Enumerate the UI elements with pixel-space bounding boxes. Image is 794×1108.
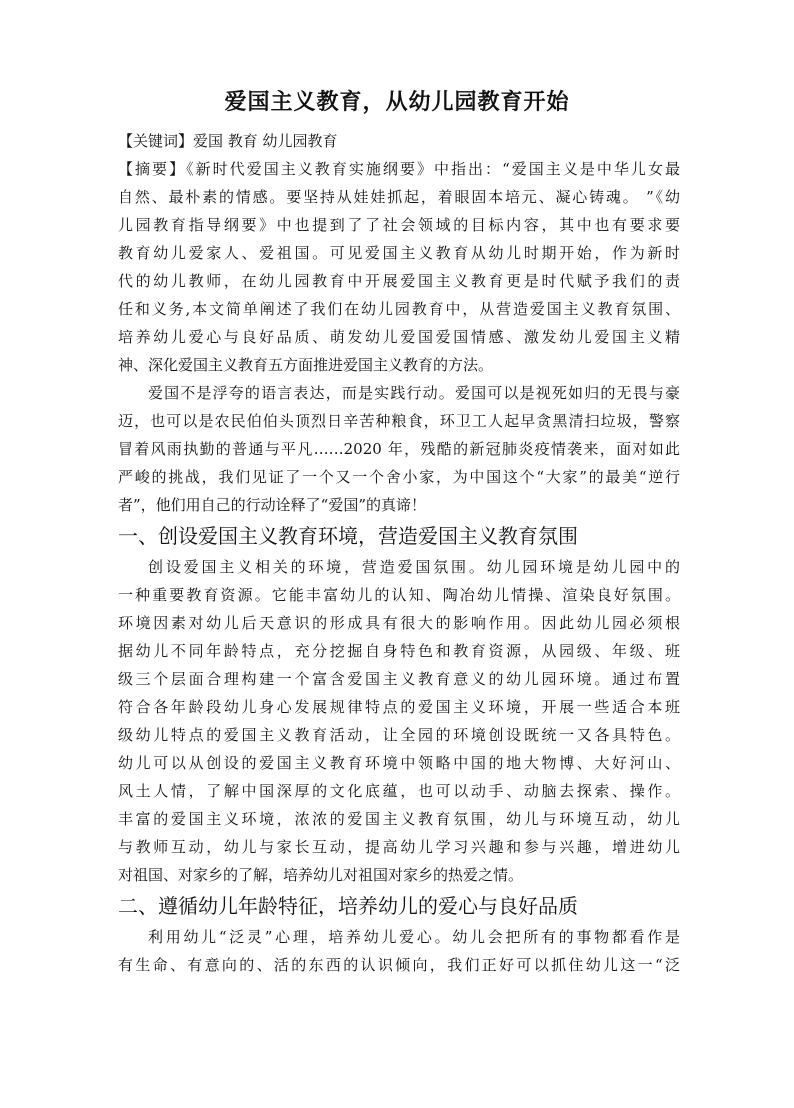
section-1-line: 创设爱国主义相关的环境，营造爱国氛围。幼儿园环境是幼儿园中的: [148, 558, 680, 576]
section-1-line: 与教师互动，幼儿与家长互动，提高幼儿学习兴趣和参与兴趣，增进幼儿: [118, 838, 680, 856]
abstract-line: 任和义务,本文简单阐述了我们在幼儿园教育中，从营造爱国主义教育氛围、: [118, 300, 680, 318]
section-2-heading: 二、遵循幼儿年龄特征，培养幼儿的爱心与良好品质: [118, 894, 578, 918]
section-1-line: 级三个层面合理构建一个富含爱国主义教育意义的幼儿园环境。通过布置: [118, 670, 680, 688]
section-2-line: 有生命、有意向的、活的东西的认识倾向，我们正好可以抓住幼儿这一“泛: [118, 956, 680, 974]
section-1-line: 级幼儿特点的爱国主义教育活动，让全园的环境创设既统一又各具特色。: [118, 726, 680, 744]
document-title: 爱国主义教育，从幼儿园教育开始: [224, 90, 570, 115]
abstract-line: 教育幼儿爱家人、爱祖国。可见爱国主义教育从幼儿时期开始，作为新时: [118, 244, 680, 262]
section-1-line: 风土人情，了解中国深厚的文化底蕴，也可以动手、动脑去探索、操作。: [118, 782, 680, 800]
abstract-paragraph: [118, 155, 680, 379]
intro-line: 爱国不是浮夸的语言表达，而是实践行动。爱国可以是视死如归的无畏与豪: [148, 384, 680, 402]
abstract-line: 【摘要】《新时代爱国主义教育实施纲要》中指出：“爱国主义是中华儿女最: [118, 160, 680, 178]
section-1-heading: 一、创设爱国主义教育环境，营造爱国主义教育氛围: [118, 524, 578, 548]
section-1-paragraph: [118, 553, 680, 889]
section-2-line: 利用幼儿“泛灵”心理，培养幼儿爱心。幼儿会把所有的事物都看作是: [148, 928, 680, 946]
abstract-line: 培养幼儿爱心与良好品质、萌发幼儿爱国爱国情感、激发幼儿爱国主义精: [118, 328, 680, 346]
section-1-line: 一种重要教育资源。它能丰富幼儿的认知、陶冶幼儿情操、渲染良好氛围。: [118, 586, 680, 604]
intro-paragraph: [118, 379, 680, 519]
keywords-line: 【关键词】爱国 教育 幼儿园教育: [118, 132, 338, 150]
abstract-line: 自然、最朴素的情感。要坚持从娃娃抓起，着眼固本培元、凝心铸魂。 ”《幼: [118, 188, 680, 206]
section-1-line: 对祖国、对家乡的了解，培养幼儿对祖国对家乡的热爱之情。: [118, 866, 524, 884]
section-2-paragraph: [118, 923, 680, 979]
abstract-line: 代的幼儿教师，在幼儿园教育中开展爱国主义教育更是时代赋予我们的责: [118, 272, 680, 290]
section-1-line: 丰富的爱国主义环境，浓浓的爱国主义教育氛围，幼儿与环境互动，幼儿: [118, 810, 680, 828]
abstract-line: 儿园教育指导纲要》中也提到了了社会领域的目标内容，其中也有要求要: [118, 216, 680, 234]
intro-line: 迈，也可以是农民伯伯头顶烈日辛苦种粮食，环卫工人起早贪黑清扫垃圾，警察: [118, 412, 680, 430]
abstract-line: 神、深化爱国主义教育五方面推进爱国主义教育的方法。: [118, 356, 494, 374]
intro-line: 者”，他们用自己的行动诠释了“爱国”的真谛！: [118, 496, 427, 514]
section-1-line: 据幼儿不同年龄特点，充分挖掘自身特色和教育资源，从园级、年级、班: [118, 642, 680, 660]
intro-line: 严峻的挑战，我们见证了一个又一个舍小家，为中国这个“大家”的最美“逆行: [118, 468, 680, 486]
section-1-line: 符合各年龄段幼儿身心发展规律特点的爱国主义环境，开展一些适合本班: [118, 698, 680, 716]
section-1-line: 环境因素对幼儿后天意识的形成具有很大的影响作用。因此幼儿园必须根: [118, 614, 680, 632]
intro-line: 冒着风雨执勤的普通与平凡……2020 年，残酷的新冠肺炎疫情袭来，面对如此: [118, 440, 680, 458]
document-body: [118, 127, 680, 979]
section-1-line: 幼儿可以从创设的爱国主义教育环境中领略中国的地大物博、大好河山、: [118, 754, 680, 772]
